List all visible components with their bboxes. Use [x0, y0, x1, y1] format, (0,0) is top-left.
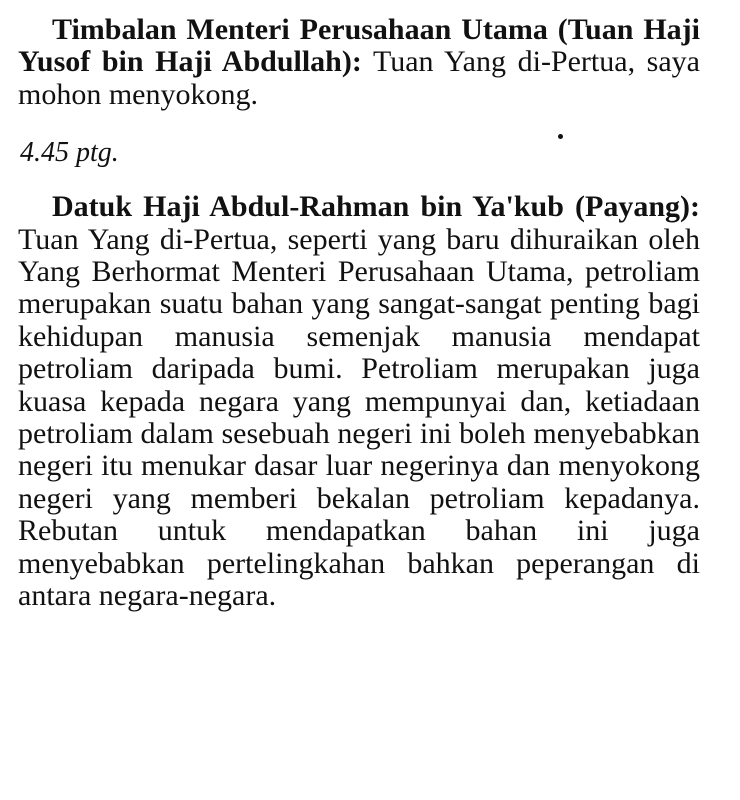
speaker-name-1: Timbalan Menteri Perusahaan Utama (Tuan Haji Yusof bin Haji Abdullah):: [18, 13, 700, 79]
speaker-name-2: Datuk Haji Abdul-Rahman bin Ya'kub (Payang):: [52, 190, 700, 224]
time-marker: 4.45 ptg.: [20, 137, 119, 169]
speech-text-1: Tuan Yang di-Pertua, saya mohon menyokong.: [18, 45, 700, 111]
stray-dot-mark: [558, 134, 563, 139]
speech-text-2: Tuan Yang di-Pertua, seperti yang baru dihuraikan oleh Yang Berhormat Menteri Perusahaan Utama, petroliam merupakan suatu bahan yang sangat-sangat penting bagi kehidupan manusia semenjak manusia mendapat petroliam daripada bumi. Petroliam merupakan juga kuasa kepada negara yang mempunyai dan, ketiadaan petroliam dalam sesebuah negeri ini boleh menyebabkan negeri itu menukar dasar luar negerinya dan menyokong negeri yang memberi bekalan petroliam kepadanya. Rebutan untuk mendapatkan bahan ini juga menyebabkan pertelingkahan bahkan peperangan di antara negara-negara.: [18, 222, 700, 613]
document-page: [18, 14, 700, 613]
speech-paragraph-1: [18, 14, 700, 111]
speech-paragraph-2: [18, 191, 700, 612]
